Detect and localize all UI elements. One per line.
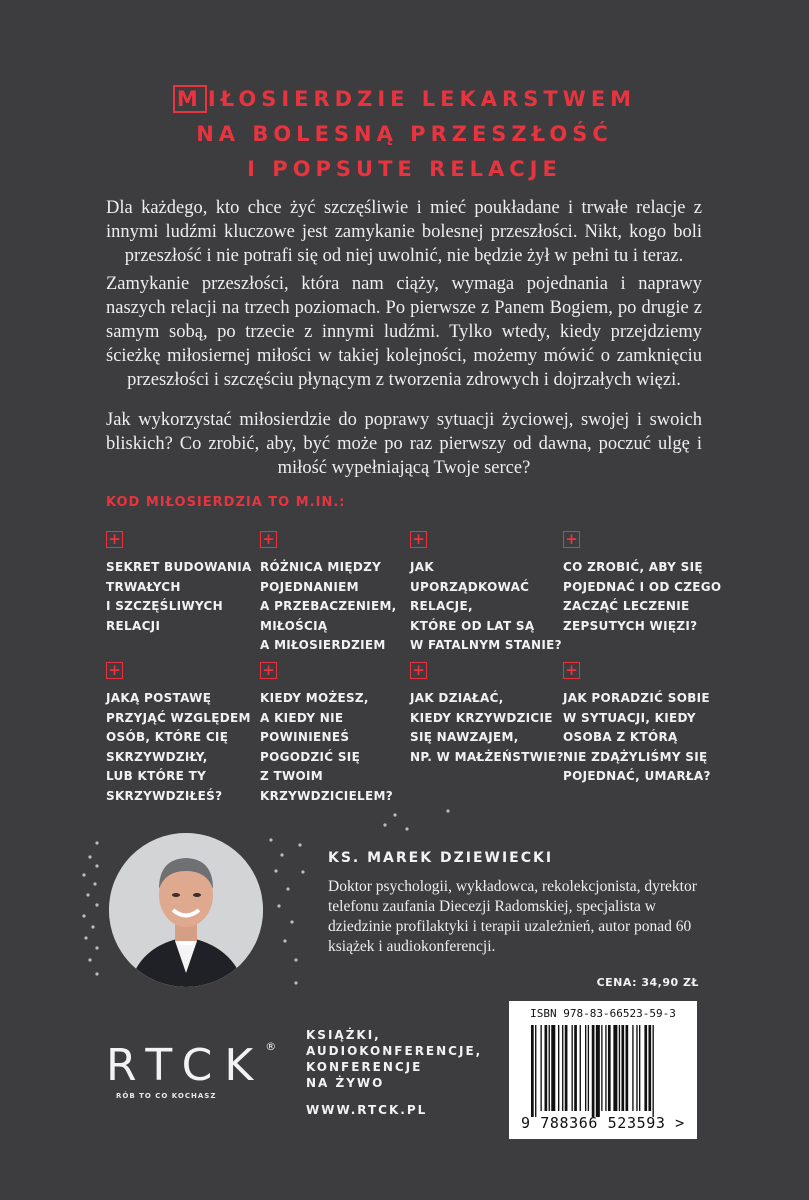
barcode-bar <box>605 1025 606 1111</box>
trademark-symbol: ® <box>265 1040 277 1053</box>
intro-paragraph-3: Jak wykorzystać miłosierdzie do poprawy sytuacji życiowej, swojej i swoich bliskich? Co zrobić, aby, być może po raz pierwszy od dawna, poczuć ulgę i miłość wypełniającą Twoje serce? <box>106 410 702 478</box>
barcode-bar <box>535 1025 536 1117</box>
barcode-bar <box>562 1025 563 1111</box>
plus-icon: + <box>563 531 580 548</box>
barcode-bar <box>596 1025 600 1117</box>
barcode-bar <box>540 1025 541 1111</box>
kod-item-text: RÓŻNICA MIĘDZY POJEDNANIEM A PRZEBACZENIEM, MIŁOŚCIĄ A MIŁOSIERDZIEM <box>260 560 397 652</box>
barcode-bar <box>585 1025 586 1111</box>
publisher-website: WWW.RTCK.PL <box>306 1103 428 1117</box>
cover-title <box>0 82 809 187</box>
publisher-tagline: RÓB TO CO KOCHASZ <box>116 1092 217 1100</box>
isbn-barcode <box>509 1001 697 1139</box>
barcode-bar <box>619 1025 620 1111</box>
barcode-bar <box>551 1025 555 1111</box>
barcode-bar <box>639 1025 640 1111</box>
kod-heading: KOD MIŁOSIERDZIA TO M.IN.: <box>106 495 346 510</box>
publisher-logo-text: RTCK <box>106 1040 266 1091</box>
barcode-bar <box>613 1025 617 1111</box>
barcode-bar <box>558 1025 559 1111</box>
intro-paragraph-2: Zamykanie przeszłości, która nam ciąży, wymaga pojednania i naprawy naszych relacji na trzech poziomach. Po pierwsze z Panem Bogiem, po drugie z samym sobą, po trzecie z innymi ludźmi. Tylko wtedy, kiedy przejdziemy ścieżkę miłosiernej miłości w takiej kolejności, możemy mówić o zamknięciu przeszłości i szczęściu płynącym z tworzenia zdrowych i dojrzałych więzi. <box>106 274 702 390</box>
kod-item-text: JAK UPORZĄDKOWAĆ RELACJE, KTÓRE OD LAT SĄ W FATALNYM STANIE? <box>410 560 562 652</box>
kod-item-text: JAK PORADZIĆ SOBIE W SYTUACJI, KIEDY OSOBA Z KTÓRĄ NIE ZDĄŻYLIŚMY SIĘ POJEDNAĆ, UMARŁA? <box>563 691 711 783</box>
kod-item-text: KIEDY MOŻESZ, A KIEDY NIE POWINIENEŚ POGODZIĆ SIĘ Z TWOIM KRZYWDZICIELEM? <box>260 691 394 803</box>
kod-item-text: CO ZROBIĆ, ABY SIĘ POJEDNAĆ I OD CZEGO ZACZĄĆ LECZENIE ZEPSUTYCH WIĘZI? <box>563 560 722 633</box>
title-line-3: I POPSUTE RELACJE <box>247 157 562 181</box>
plus-icon: + <box>106 662 123 679</box>
publisher-services: KSIĄŻKI, AUDIOKONFERENCJE, KONFERENCJE NA ŻYWO <box>306 1028 483 1090</box>
barcode-bar <box>545 1025 548 1111</box>
price-label: CENA: 34,90 ZŁ <box>596 976 699 989</box>
barcode-bar <box>572 1025 573 1111</box>
barcode-bar <box>648 1025 651 1111</box>
kod-item <box>410 662 570 767</box>
barcode-bar <box>636 1025 637 1111</box>
author-bio: Doktor psychologii, wykładowca, rekolekcjonista, dyrektor telefonu zaufania Diecezji Radomskiej, specjalista w dziedzinie profilaktyki i terapii uzależnień, autor ponad 60 książek i audiokonferencji. <box>328 878 697 955</box>
barcode-bar <box>644 1025 647 1111</box>
title-line-1: IŁOSIERDZIE LEKARSTWEM <box>207 87 637 111</box>
barcode-bar <box>592 1025 595 1117</box>
barcode-bar <box>601 1025 602 1111</box>
ean-number: 9 788366 523593 > <box>521 1114 685 1132</box>
author-photo <box>109 833 263 987</box>
barcode-bar <box>580 1025 581 1111</box>
isbn-number: ISBN 978-83-66523-59-3 <box>530 1007 676 1020</box>
kod-item <box>563 662 723 787</box>
barcode-bar <box>549 1025 550 1111</box>
kod-item <box>260 662 420 806</box>
kod-item <box>410 531 570 656</box>
plus-icon: + <box>563 662 580 679</box>
title-boxed-letter: M <box>173 85 207 113</box>
barcode-bar <box>653 1025 654 1117</box>
barcode-bar <box>626 1025 629 1111</box>
kod-item <box>260 531 420 656</box>
kod-item <box>563 531 723 636</box>
kod-item-text: SEKRET BUDOWANIA TRWAŁYCH I SZCZĘŚLIWYCH RELACJI <box>106 560 252 633</box>
barcode-bar <box>565 1025 568 1111</box>
barcode-bar <box>588 1025 589 1111</box>
barcode-bar <box>608 1025 611 1111</box>
publisher-logo <box>106 1040 276 1091</box>
plus-icon: + <box>410 531 427 548</box>
plus-icon: + <box>410 662 427 679</box>
kod-item <box>106 531 266 636</box>
author-name: KS. MAREK DZIEWIECKI <box>328 850 554 866</box>
plus-icon: + <box>260 662 277 679</box>
kod-item-text: JAKĄ POSTAWĘ PRZYJĄĆ WZGLĘDEM OSÓB, KTÓRE CIĘ SKRZYWDZIŁY, LUB KTÓRE TY SKRZYWDZIŁEŚ? <box>106 691 251 803</box>
title-line-2: NA BOLESNĄ PRZESZŁOŚĆ <box>196 122 613 146</box>
barcode-bar <box>621 1025 624 1111</box>
plus-icon: + <box>260 531 277 548</box>
kod-item <box>106 662 266 806</box>
barcode-bar <box>632 1025 633 1111</box>
plus-icon: + <box>106 531 123 548</box>
kod-item-text: JAK DZIAŁAĆ, KIEDY KRZYWDZICIE SIĘ NAWZAJEM, NP. W MAŁŻEŃSTWIE? <box>410 691 564 764</box>
barcode-bar <box>531 1025 534 1117</box>
intro-paragraph-1: Dla każdego, kto chce żyć szczęśliwie i mieć poukładane i trwałe relacje z innymi ludźmi kluczowe jest zamykanie bolesnej przeszłości. Nikt, kogo boli przeszłość i nie potrafi się od niej uwolnić, nie będzie żył w pełni tu i teraz. <box>106 198 702 266</box>
barcode-bar <box>574 1025 577 1111</box>
